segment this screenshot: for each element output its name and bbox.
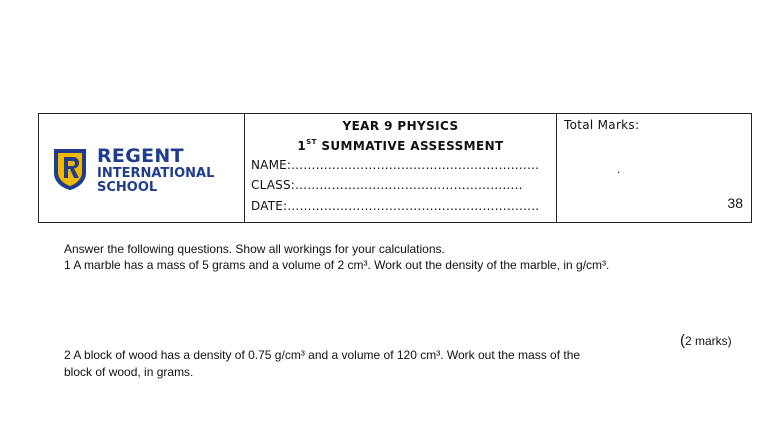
assessment-name: SUMMATIVE ASSESSMENT (316, 139, 504, 153)
school-name-line2: INTERNATIONAL (97, 166, 215, 181)
total-marks-value: 38 (727, 195, 743, 211)
school-logo (53, 147, 239, 197)
total-marks-cell (557, 114, 751, 222)
total-marks-dot: . (617, 162, 621, 176)
assessment-ordinal: ST (306, 138, 317, 146)
school-name-line1: REGENT (97, 145, 184, 167)
total-marks-label: Total Marks: (564, 118, 640, 132)
question-1-marks (680, 332, 732, 349)
question-2-line1: 2 A block of wood has a density of 0.75 g/cm³ and a volume of 120 cm³. Work out the mass of the (64, 348, 581, 362)
marks-open-paren: ( (680, 332, 685, 349)
instructions-text: Answer the following questions. Show all workings for your calculations. (64, 242, 445, 256)
marks-text: 2 marks) (685, 334, 732, 348)
school-name (97, 147, 214, 194)
school-name-line3: SCHOOL (97, 180, 158, 195)
assessment-number: 1 (297, 139, 307, 153)
title-cell (245, 114, 557, 222)
name-field[interactable]: NAME:……………………………………………….…… (251, 158, 540, 172)
date-field[interactable]: DATE:…………………………………………………….. (251, 199, 540, 213)
school-shield-icon (53, 147, 87, 191)
assessment-title (245, 138, 556, 153)
logo-cell (39, 114, 245, 222)
subject-title: YEAR 9 PHYSICS (342, 119, 459, 133)
assessment-header-table (38, 113, 752, 223)
question-2-line2: block of wood, in grams. (64, 365, 194, 379)
question-1: 1 A marble has a mass of 5 grams and a volume of 2 cm³. Work out the density of the marble, in g/cm³. (64, 258, 610, 272)
class-field[interactable]: CLASS:……………………………………………….. (251, 178, 523, 192)
